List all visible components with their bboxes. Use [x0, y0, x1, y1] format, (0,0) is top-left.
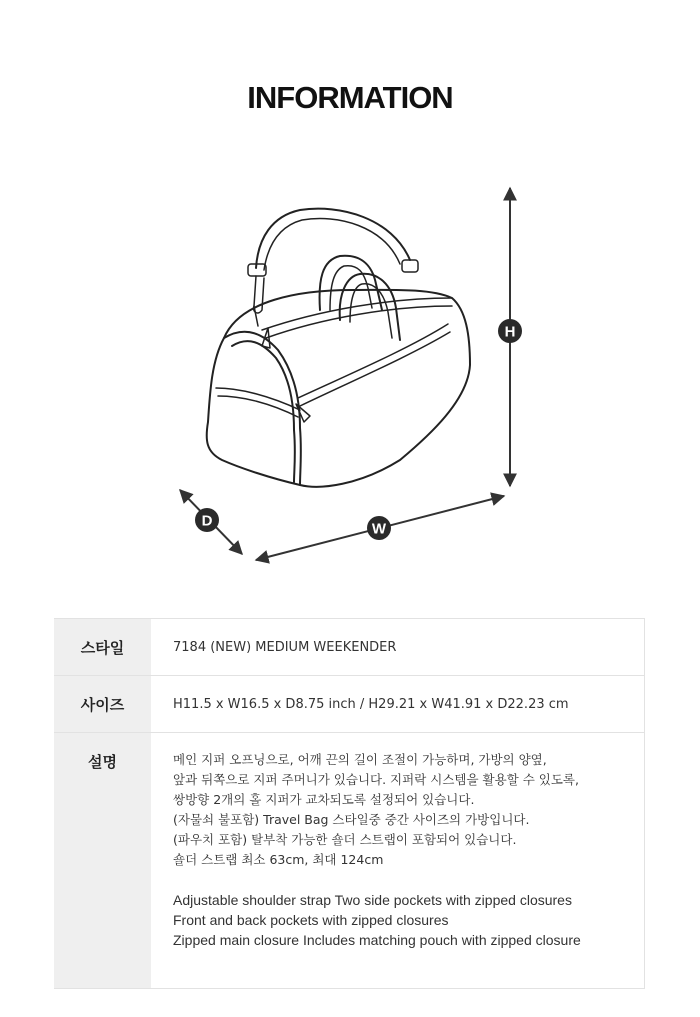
description-ko-line: (자물쇠 불포함) Travel Bag 스타일중 중간 사이즈의 가방입니다. — [173, 812, 530, 827]
style-value: 7184 (NEW) MEDIUM WEEKENDER — [151, 619, 645, 676]
size-key: 사이즈 — [54, 676, 151, 733]
size-value: H11.5 x W16.5 x D8.75 inch / H29.21 x W41.91 x D22.23 cm — [151, 676, 645, 733]
description-en-line: Zipped main closure Includes matching pouch with zipped closure — [173, 932, 581, 948]
size-row — [54, 676, 645, 733]
depth-badge — [195, 508, 219, 532]
style-row — [54, 619, 645, 676]
description-en-line: Adjustable shoulder strap Two side pockets with zipped closures — [173, 892, 572, 908]
description-ko-line: 쌍방향 2개의 홀 지퍼가 교차되도록 설정되어 있습니다. — [173, 792, 475, 807]
description-row — [54, 733, 645, 989]
description-key: 설명 — [54, 733, 151, 989]
description-ko-line: 메인 지퍼 오프닝으로, 어깨 끈의 길이 조절이 가능하며, 가방의 양옆, — [173, 752, 547, 767]
page-title: INFORMATION — [247, 80, 453, 115]
svg-text:D: D — [201, 512, 213, 530]
height-badge — [498, 319, 522, 343]
style-key: 스타일 — [54, 619, 151, 676]
bag-dimension-diagram — [0, 160, 700, 600]
description-en-line: Front and back pockets with zipped closures — [173, 912, 449, 928]
description-ko-line: (파우치 포함) 탈부착 가능한 숄더 스트랩이 포함되어 있습니다. — [173, 832, 517, 847]
description-ko-line: 숄더 스트랩 최소 63cm, 최대 124cm — [173, 852, 384, 867]
description-ko-line: 앞과 뒤쪽으로 지퍼 주머니가 있습니다. 지퍼락 시스템을 활용할 수 있도록, — [173, 772, 579, 787]
bag-illustration — [207, 209, 470, 487]
svg-text:W: W — [371, 520, 387, 538]
description-spacer — [173, 870, 643, 890]
product-info-table — [54, 618, 645, 989]
description-value — [151, 733, 645, 989]
width-badge — [367, 516, 391, 540]
svg-text:H: H — [504, 323, 516, 341]
